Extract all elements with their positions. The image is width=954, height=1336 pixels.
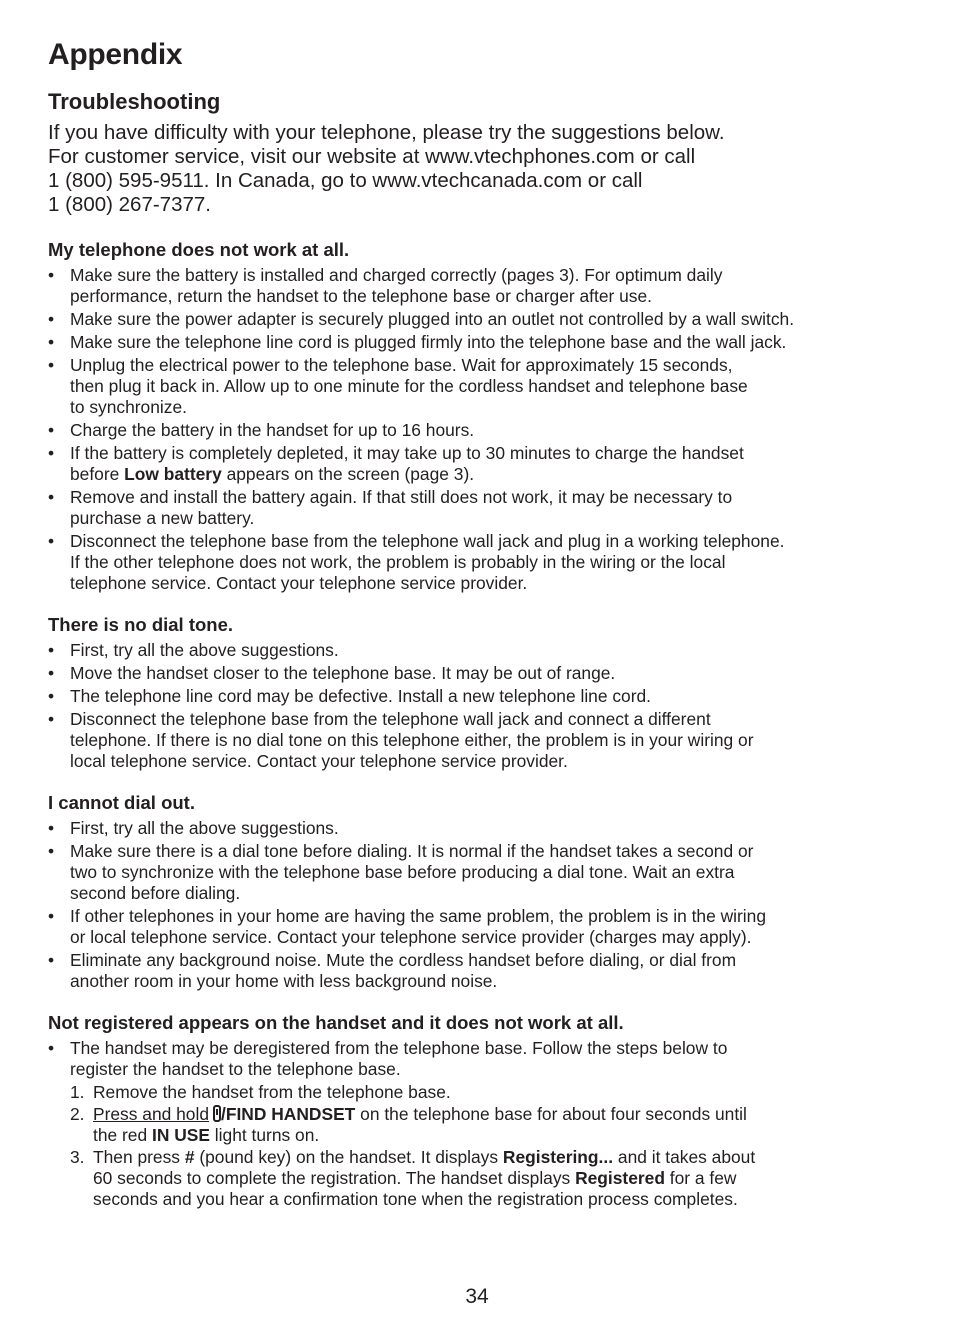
issue-list-no-dial-tone [48, 640, 928, 772]
intro-paragraph [48, 121, 928, 217]
text-run: (pound key) on the handset. It displays [194, 1147, 503, 1168]
text-line: • Remove and install the battery again. If that still does not work, it may be necessary to [70, 487, 733, 508]
text-line: • The handset may be deregistered from the telephone base. Follow the steps below to [70, 1038, 728, 1059]
registration-steps [70, 1082, 928, 1210]
text-run: the red [93, 1125, 152, 1146]
registering-label: Registering... [502, 1147, 614, 1168]
low-battery-label: Low battery [124, 464, 222, 485]
intro-line: 1 (800) 267-7377. [48, 193, 211, 217]
text-line: • Make sure there is a dial tone before dialing. It is normal if the handset takes a second or [70, 841, 754, 862]
text-line: telephone service. Contact your telephone service provider. [70, 573, 528, 594]
step-item [70, 1082, 928, 1103]
text-line: • Disconnect the telephone base from the telephone wall jack and plug in a working telephone. [70, 531, 785, 552]
text-line: performance, return the handset to the telephone base or charger after use. [70, 286, 652, 307]
list-item [48, 663, 928, 684]
intro-line: For customer service, visit our website at www.vtechphones.com or call [48, 145, 696, 169]
text-line: • Make sure the power adapter is securely plugged into an outlet not controlled by a wall switch. [70, 309, 795, 330]
text-line: • Charge the battery in the handset for up to 16 hours. [70, 420, 475, 441]
find-handset-label: /FIND HANDSET [221, 1104, 356, 1125]
list-item [48, 531, 928, 594]
page-number: 34 [465, 1285, 489, 1308]
text-run: on the telephone base for about four seconds until [355, 1104, 747, 1125]
list-item [48, 950, 928, 992]
in-use-label: IN USE [151, 1125, 210, 1146]
text-line: Remove the handset from the telephone base. [93, 1082, 451, 1103]
list-item [48, 487, 928, 529]
text-line: • Make sure the battery is installed and charged correctly (pages 3). For optimum daily [70, 265, 723, 286]
text-line: • Unplug the electrical power to the telephone base. Wait for approximately 15 seconds, [70, 355, 733, 376]
issue-heading-not-registered: Not registered appears on the handset and it does not work at all. [48, 1012, 624, 1034]
list-item [48, 332, 928, 353]
text-run: appears on the screen (page 3). [221, 464, 475, 485]
list-item [48, 309, 928, 330]
step-number: 1. [70, 1082, 85, 1103]
text-line: • Move the handset closer to the telephone base. It may be out of range. [70, 663, 616, 684]
text-line: local telephone service. Contact your telephone service provider. [70, 751, 568, 772]
text-run: light turns on. [209, 1125, 320, 1146]
text-line: then plug it back in. Allow up to one minute for the cordless handset and telephone base [70, 376, 748, 397]
text-line [93, 1147, 928, 1168]
text-line [93, 1104, 928, 1125]
registered-label: Registered [575, 1168, 665, 1189]
list-item [48, 640, 928, 661]
list-item [48, 906, 928, 948]
text-line: • First, try all the above suggestions. [70, 818, 339, 839]
page-title: Appendix [48, 38, 183, 71]
issue-list-not-registered [48, 1038, 928, 1210]
intro-line: If you have difficulty with your telephone, please try the suggestions below. [48, 121, 725, 145]
press-and-hold-text: Press and hold [93, 1104, 210, 1125]
step-item [70, 1147, 928, 1210]
text-line: If the other telephone does not work, the problem is probably in the wiring or the local [70, 552, 726, 573]
text-line [93, 1168, 928, 1189]
issue-heading-no-dial-tone: There is no dial tone. [48, 614, 234, 636]
text-run: for a few [664, 1168, 737, 1189]
text-run: 60 seconds to complete the registration. The handset displays [93, 1168, 576, 1189]
text-line: • The telephone line cord may be defective. Install a new telephone line cord. [70, 686, 652, 707]
list-item [48, 686, 928, 707]
intro-line: 1 (800) 595-9511. In Canada, go to www.vtechcanada.com or call [48, 169, 643, 193]
list-item [48, 355, 928, 418]
text-line: purchase a new battery. [70, 508, 255, 529]
step-number: 2. [70, 1104, 85, 1125]
issue-heading-cannot-dial: I cannot dial out. [48, 792, 195, 814]
issue-list-cannot-dial [48, 818, 928, 992]
step-number: 3. [70, 1147, 85, 1168]
text-line: • Make sure the telephone line cord is plugged firmly into the telephone base and the wall jack. [70, 332, 787, 353]
text-line: register the handset to the telephone base. [70, 1059, 401, 1080]
text-line: seconds and you hear a confirmation tone when the registration process completes. [93, 1189, 738, 1210]
list-item [48, 1038, 928, 1210]
list-item [48, 420, 928, 441]
text-line [70, 464, 928, 485]
list-item [48, 841, 928, 904]
text-line: • First, try all the above suggestions. [70, 640, 339, 661]
text-run: and it takes about [613, 1147, 756, 1168]
text-line: • If the battery is completely depleted, it may take up to 30 minutes to charge the handset [70, 443, 744, 464]
text-line: telephone. If there is no dial tone on this telephone either, the problem is in your wiring or [70, 730, 754, 751]
handset-icon [213, 1105, 221, 1122]
text-line: two to synchronize with the telephone base before producing a dial tone. Wait an extra [70, 862, 735, 883]
text-run: before [70, 464, 125, 485]
text-line: second before dialing. [70, 883, 241, 904]
step-item [70, 1104, 928, 1146]
list-item [48, 818, 928, 839]
list-item [48, 265, 928, 307]
text-line [93, 1125, 928, 1146]
list-item [48, 709, 928, 772]
issue-heading-not-work: My telephone does not work at all. [48, 239, 350, 261]
section-title: Troubleshooting [48, 89, 221, 114]
pound-key-label: # [184, 1147, 195, 1168]
text-line: • Disconnect the telephone base from the telephone wall jack and connect a different [70, 709, 711, 730]
list-item [48, 443, 928, 485]
text-run: Then press [93, 1147, 185, 1168]
page-content [48, 38, 928, 1230]
text-line: another room in your home with less background noise. [70, 971, 498, 992]
text-line: or local telephone service. Contact your telephone service provider (charges may apply). [70, 927, 752, 948]
text-line: to synchronize. [70, 397, 187, 418]
text-line: • If other telephones in your home are having the same problem, the problem is in the wiring [70, 906, 767, 927]
text-line: • Eliminate any background noise. Mute the cordless handset before dialing, or dial from [70, 950, 737, 971]
issue-list-not-work [48, 265, 928, 594]
